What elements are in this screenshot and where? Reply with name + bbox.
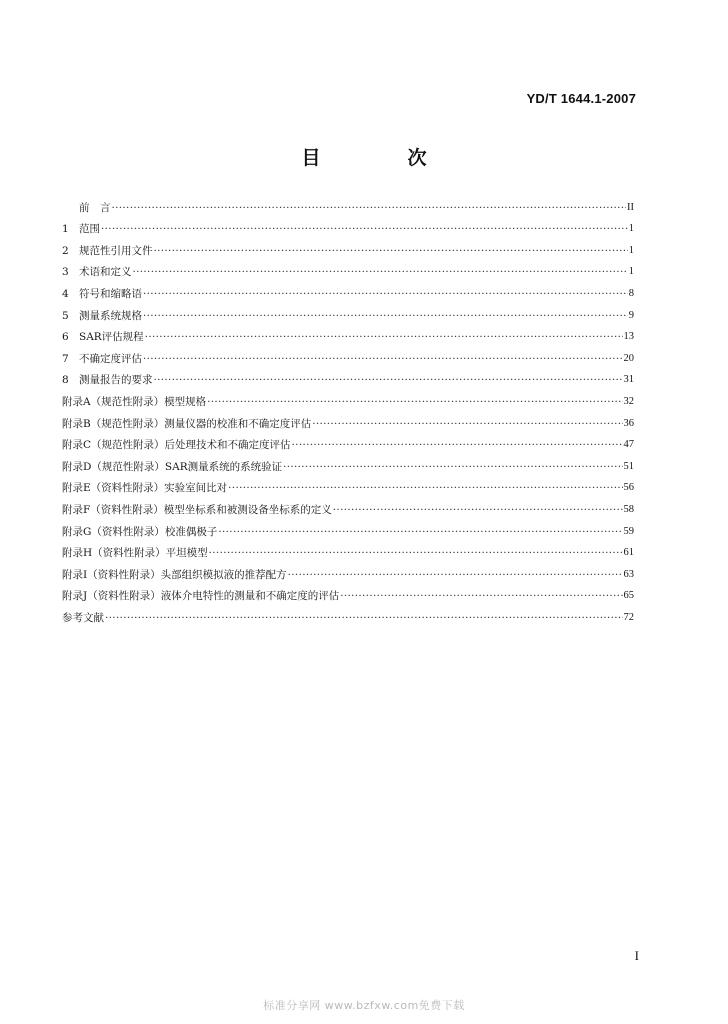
toc-entry-label: 附录C（规范性附录）后处理技术和不确定度评估 xyxy=(62,439,291,452)
toc-entry-page: 58 xyxy=(623,503,634,515)
toc-entry-label: 附录A（规范性附录）模型规格 xyxy=(62,395,207,408)
toc-entry-label: 范围 xyxy=(79,223,100,236)
toc-entry-label: 附录G（资料性附录）校准偶极子 xyxy=(62,525,218,538)
toc-entry-number: 5 xyxy=(62,309,69,322)
dot-leader xyxy=(312,417,622,431)
dot-leader xyxy=(288,568,623,582)
toc-entry-foreword[interactable] xyxy=(62,193,634,215)
dot-leader xyxy=(143,287,628,301)
dot-leader xyxy=(209,546,623,560)
table-of-contents xyxy=(62,193,634,625)
dot-leader xyxy=(333,503,623,517)
dot-leader xyxy=(292,438,623,452)
page-title: 目 次 xyxy=(301,147,461,169)
standard-code: YD/T 1644.1-2007 xyxy=(526,91,636,106)
toc-entry-8[interactable] xyxy=(62,366,634,388)
toc-entry-number: 1 xyxy=(62,223,69,236)
toc-entry-1[interactable] xyxy=(62,215,634,237)
dot-leader xyxy=(101,222,628,236)
toc-entry-4[interactable] xyxy=(62,279,634,301)
dot-leader xyxy=(228,481,622,495)
toc-entry-page: 13 xyxy=(623,331,634,343)
dot-leader xyxy=(340,589,622,603)
toc-entry-page: 47 xyxy=(623,439,634,451)
toc-entry-number: 2 xyxy=(62,244,69,257)
toc-entry-appendix-a[interactable] xyxy=(62,387,634,409)
toc-entry-page: 59 xyxy=(623,525,634,537)
toc-entry-label: SAR评估规程 xyxy=(79,331,144,344)
toc-entry-appendix-c[interactable] xyxy=(62,431,634,453)
toc-entry-label: 附录J（资料性附录）液体介电特性的测量和不确定度的评估 xyxy=(62,590,340,603)
toc-entry-page: 56 xyxy=(623,482,634,494)
toc-entry-label: 前 言 xyxy=(79,201,111,214)
toc-entry-page: 36 xyxy=(623,417,634,429)
toc-entry-label: 附录H（资料性附录）平坦模型 xyxy=(62,547,208,560)
toc-entry-number: 4 xyxy=(62,287,69,300)
toc-entry-number: 6 xyxy=(62,331,69,344)
dot-leader xyxy=(105,611,623,625)
toc-entry-page: 31 xyxy=(623,374,634,386)
toc-entry-appendix-h[interactable] xyxy=(62,539,634,561)
toc-entry-label: 测量系统规格 xyxy=(79,309,142,322)
toc-entry-appendix-i[interactable] xyxy=(62,560,634,582)
toc-entry-page: 9 xyxy=(628,309,634,321)
toc-entry-page: 8 xyxy=(628,287,634,299)
toc-entry-number: 3 xyxy=(62,266,69,279)
toc-entry-appendix-j[interactable] xyxy=(62,582,634,604)
toc-entry-number: 7 xyxy=(62,352,69,365)
toc-entry-page: 1 xyxy=(628,244,634,256)
page-number: I xyxy=(634,948,639,963)
toc-entry-page: 65 xyxy=(623,590,634,602)
dot-leader xyxy=(143,309,628,323)
toc-entry-5[interactable] xyxy=(62,301,634,323)
toc-entry-label: 附录B（规范性附录）测量仪器的校准和不确定度评估 xyxy=(62,417,312,430)
dot-leader xyxy=(133,265,628,279)
toc-entry-appendix-b[interactable] xyxy=(62,409,634,431)
toc-entry-page: 63 xyxy=(623,568,634,580)
dot-leader xyxy=(218,525,622,539)
toc-entry-page: 1 xyxy=(628,223,634,235)
dot-leader xyxy=(283,460,622,474)
dot-leader xyxy=(145,330,623,344)
toc-entry-page: 1 xyxy=(628,266,634,278)
toc-entry-label: 术语和定义 xyxy=(79,266,132,279)
dot-leader xyxy=(143,352,623,366)
toc-entry-label: 测量报告的要求 xyxy=(79,374,153,387)
watermark: 标准分享网 www.bzfxw.com免费下载 xyxy=(263,999,465,1012)
toc-entry-label: 符号和缩略语 xyxy=(79,287,142,300)
toc-entry-label: 规范性引用文件 xyxy=(79,244,153,257)
toc-entry-references[interactable] xyxy=(62,603,634,625)
toc-entry-6[interactable] xyxy=(62,323,634,345)
toc-entry-label: 附录I（资料性附录）头部组织模拟液的推荐配方 xyxy=(62,568,287,581)
toc-entry-label: 附录F（资料性附录）模型坐标系和被测设备坐标系的定义 xyxy=(62,503,332,516)
toc-entry-page: 51 xyxy=(623,460,634,472)
dot-leader xyxy=(112,201,627,215)
toc-entry-label: 不确定度评估 xyxy=(79,352,142,365)
toc-entry-3[interactable] xyxy=(62,258,634,280)
toc-entry-label: 参考文献 xyxy=(62,611,104,624)
toc-entry-7[interactable] xyxy=(62,344,634,366)
toc-entry-label: 附录D（规范性附录）SAR测量系统的系统验证 xyxy=(62,460,283,473)
toc-entry-page: II xyxy=(627,201,634,213)
toc-entry-appendix-e[interactable] xyxy=(62,474,634,496)
toc-entry-page: 61 xyxy=(623,547,634,559)
dot-leader xyxy=(154,244,628,258)
toc-entry-appendix-d[interactable] xyxy=(62,452,634,474)
toc-entry-page: 72 xyxy=(623,611,634,623)
toc-entry-label: 附录E（资料性附录）实验室间比对 xyxy=(62,482,228,495)
toc-entry-page: 32 xyxy=(623,395,634,407)
toc-entry-2[interactable] xyxy=(62,236,634,258)
toc-entry-number: 8 xyxy=(62,374,69,387)
toc-entry-appendix-f[interactable] xyxy=(62,495,634,517)
dot-leader xyxy=(154,373,623,387)
toc-entry-appendix-g[interactable] xyxy=(62,517,634,539)
toc-entry-page: 20 xyxy=(623,352,634,364)
dot-leader xyxy=(207,395,622,409)
